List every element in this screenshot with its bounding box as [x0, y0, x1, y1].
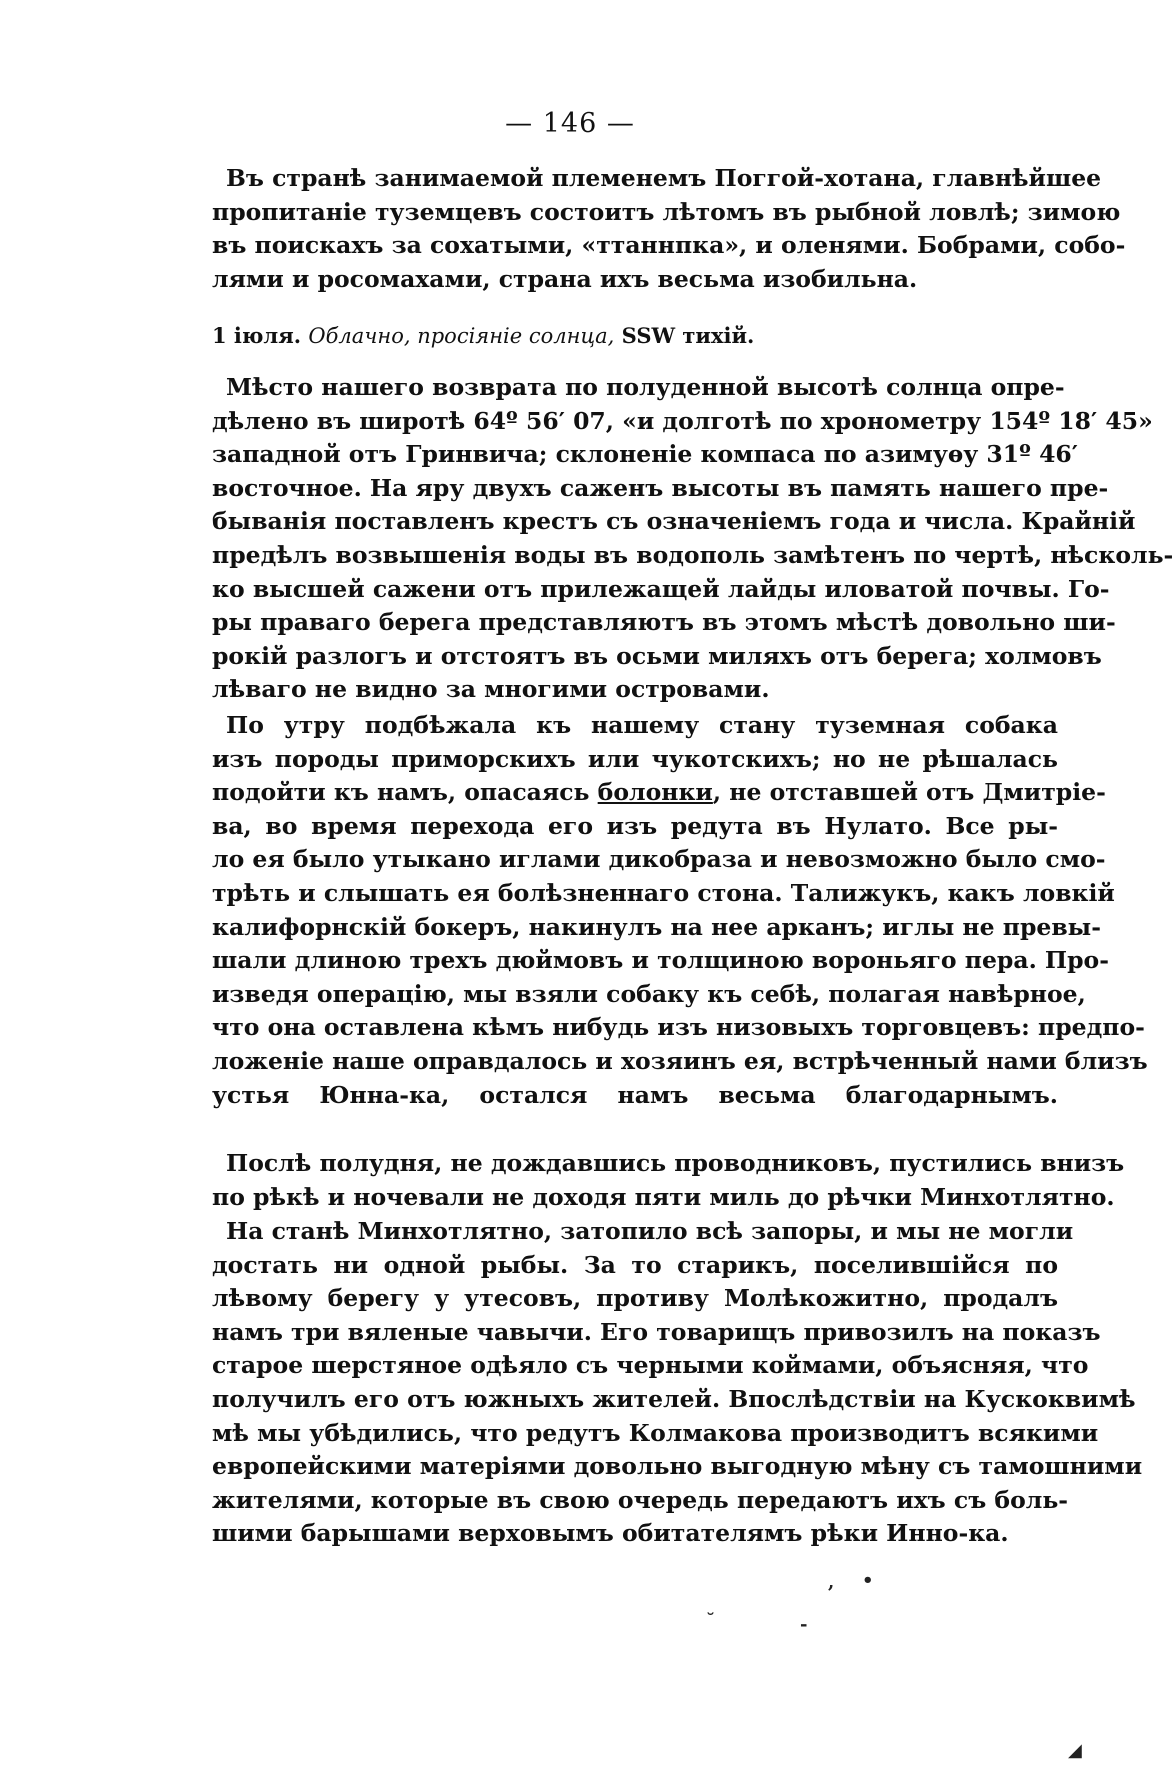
- text-line: устья Юнна-ка, остался намъ весьма благодарнымъ.: [212, 1080, 1058, 1109]
- entry-date-text: 1 іюля.: [212, 323, 302, 348]
- text-line: трѣть и слышать ея болѣзненнаго стона. Талижукъ, какъ ловкій: [212, 878, 1115, 907]
- text-line: дѣлено въ широтѣ 64º 56′ 07, «и долготѣ по хронометру 154º 18′ 45»: [212, 406, 1153, 435]
- scan-speck: ˘: [706, 1610, 715, 1631]
- text-line: мѣ мы убѣдились, что редутъ Колмакова производитъ всякими: [212, 1418, 1099, 1447]
- text-line: ко высшей сажени отъ прилежащей лайды иловатой почвы. Го-: [212, 574, 1110, 603]
- text-line: ло ея было утыкано иглами дикобраза и невозможно было смо-: [212, 845, 1106, 874]
- text-line: получилъ его отъ южныхъ жителей. Впослѣдствіи на Кускоквимѣ: [212, 1384, 1136, 1413]
- text-line: лѣваго не видно за многими островами.: [212, 675, 770, 704]
- text-line: лями и росомахами, страна ихъ весьма изобильна.: [212, 264, 918, 293]
- text-line: По утру подбѣжала къ нашему стану туземная собака: [226, 711, 1058, 739]
- text-line: На станѣ Минхотлятно, затопило всѣ запоры, и мы не могли: [226, 1217, 1074, 1245]
- text-line: шими барышами верховымъ обитателямъ рѣки Инно-ка.: [212, 1519, 1009, 1548]
- text-line: намъ три вяленые чавычи. Его товарищъ привозилъ на показъ: [212, 1317, 1101, 1346]
- entry-wind: SSW тихій.: [621, 323, 755, 348]
- text-line: ложеніе наше оправдалось и хозяинъ ея, встрѣченный нами близъ: [212, 1046, 1148, 1075]
- scan-speck: •: [862, 1570, 874, 1591]
- text-line: Послѣ полудня, не дождавшись проводниковъ, пустились внизъ: [226, 1149, 1125, 1177]
- diary-entry-date: [212, 323, 812, 348]
- text-line: по рѣкѣ и ночевали не доходя пяти миль до рѣчки Минхотлятно.: [212, 1182, 1115, 1211]
- text-line: лѣвому берегу у утесовъ, противу Молѣкожитно, продалъ: [212, 1284, 1058, 1313]
- entry-weather: Облачно, просіяніе солнца,: [308, 324, 615, 348]
- text-line: быванія поставленъ крестъ съ означеніемъ года и числа. Крайній: [212, 507, 1136, 536]
- paragraph-afternoon: [212, 1147, 1125, 1214]
- text-line: изъ породы приморскихъ или чукотскихъ; но не рѣшалась: [212, 744, 1058, 773]
- text-line: пропитаніе туземцевъ состоитъ лѣтомъ въ рыбной ловлѣ; зимою: [212, 197, 1121, 226]
- text-line: предѣлъ возвышенія воды въ водополь замѣтенъ по чертѣ, нѣсколь-: [212, 540, 1173, 569]
- text-line: что она оставлена кѣмъ нибудь изъ низовыхъ торговцевъ: предпо-: [212, 1013, 1145, 1042]
- text-line: ва, во время перехода его изъ редута въ Нулато. Все ры-: [212, 811, 1058, 840]
- text-fragment: подойти къ намъ, опасаясь: [212, 778, 598, 807]
- text-line: жителями, которые въ свою очередь передаютъ ихъ съ боль-: [212, 1485, 1069, 1514]
- text-line: восточное. На яру двухъ саженъ высоты въ память нашего пре-: [212, 473, 1109, 502]
- paragraph-intro: [212, 162, 1126, 296]
- text-line: достать ни одной рыбы. За то старикъ, поселившійся по: [212, 1250, 1058, 1279]
- text-line: шали длиною трехъ дюймовъ и толщиною вороньяго пера. Про-: [212, 946, 1109, 975]
- text-line: ры праваго берега представляютъ въ этомъ мѣстѣ довольно ши-: [212, 608, 1116, 637]
- text-line: западной отъ Гринвича; склоненіе компаса по азимуѳу 31º 46′: [212, 440, 1078, 469]
- text-line: Мѣсто нашего возврата по полуденной высотѣ солнца опре-: [226, 373, 1065, 401]
- text-line: старое шерстяное одѣяло съ черными коймами, объясняя, что: [212, 1351, 1089, 1380]
- page-number: — 146 —: [505, 108, 635, 139]
- scan-speck: ,: [828, 1572, 835, 1593]
- text-line: Въ странѣ занимаемой племенемъ Поггой-хотана, главнѣйшее: [226, 164, 1102, 192]
- text-line: европейскими матеріями довольно выгодную мѣну съ тамошними: [212, 1452, 1143, 1481]
- underlined-word: болонки: [597, 778, 713, 807]
- scan-speck: ◢: [1068, 1740, 1082, 1761]
- paragraph-dog: [212, 709, 1148, 1112]
- text-line: калифорнскій бокеръ, накинулъ на нее арканъ; иглы не превы-: [212, 912, 1101, 941]
- text-line: изведя операцію, мы взяли собаку къ себѣ, полагая навѣрное,: [212, 979, 1086, 1008]
- text-line: рокій разлогъ и отстоятъ въ осьми миляхъ отъ берега; холмовъ: [212, 641, 1102, 670]
- text-fragment: , не отставшей отъ Дмитріе-: [712, 778, 1106, 807]
- text-line: въ поискахъ за сохатыми, «ттаннпка», и оленями. Бобрами, собо-: [212, 231, 1126, 260]
- paragraph-camp: [212, 1215, 1143, 1551]
- paragraph-position: [212, 371, 1173, 707]
- text-line: [212, 776, 1106, 810]
- scan-speck: -: [800, 1614, 808, 1635]
